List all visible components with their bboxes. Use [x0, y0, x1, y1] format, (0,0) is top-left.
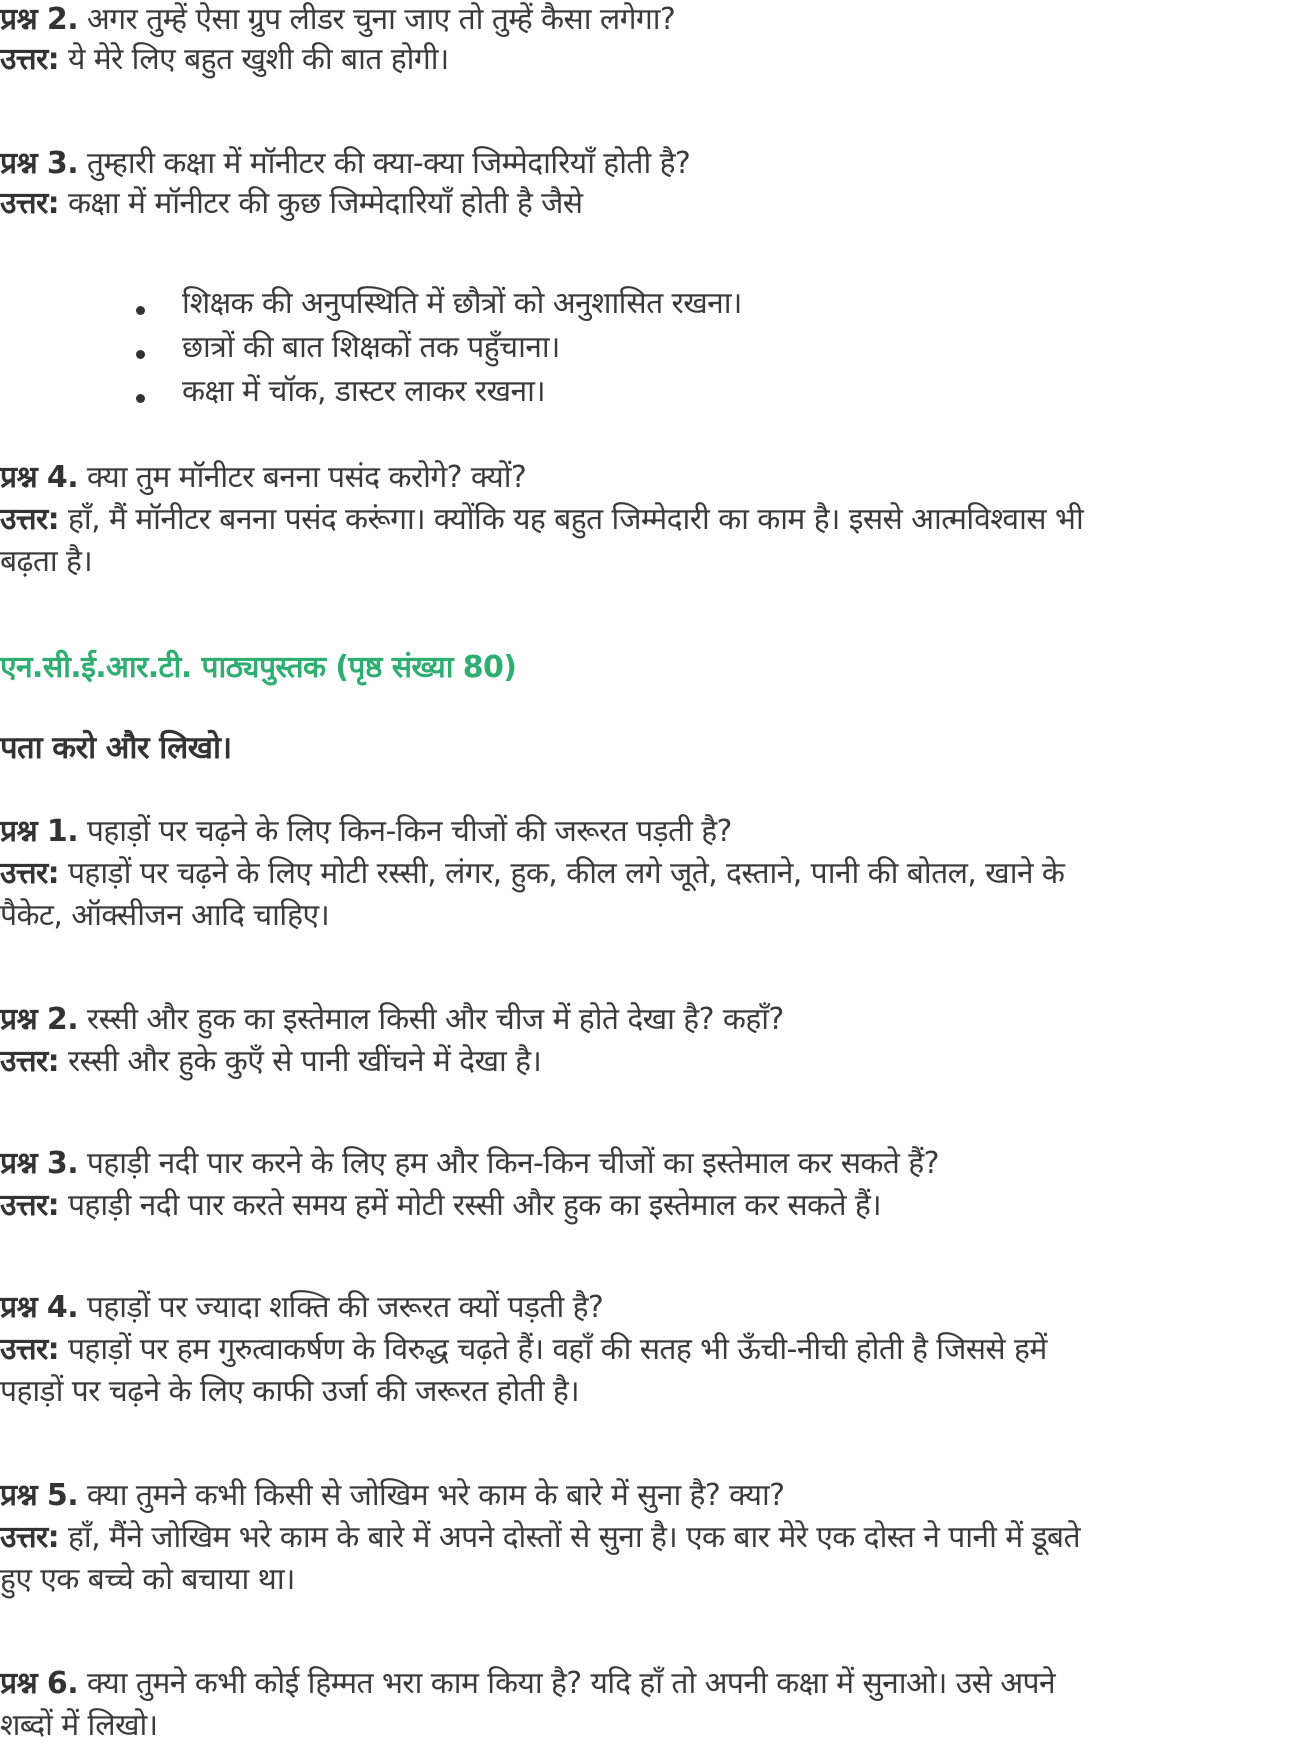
answer-label: उत्तर:: [0, 42, 60, 77]
answer-text: बढ़ता है।: [0, 544, 93, 579]
answer-text: पैकेट, ऑक्सीजन आदि चाहिए।: [0, 898, 330, 933]
question-text: क्या तुमने कभी किसी से जोखिम भरे काम के बारे में सुना है? क्या?: [78, 1478, 785, 1513]
question-1-climbing-items: [0, 810, 732, 854]
answer-2-rope-hook: [0, 1040, 541, 1084]
answer-4-more-strength: [0, 1328, 1047, 1372]
question-label: प्रश्न 4.: [0, 1290, 78, 1325]
answer-4-become-monitor: [0, 498, 1083, 542]
answer-text: पहाड़ों पर चढ़ने के लिए काफी उर्जा की जरूरत होती है।: [0, 1374, 579, 1409]
question-label: प्रश्न 4.: [0, 460, 78, 495]
question-text: तुम्हारी कक्षा में मॉनीटर की क्या-क्या जिम्मेदारियाँ होती है?: [78, 146, 691, 181]
question-3-river-crossing: [0, 1142, 939, 1186]
question-4-become-monitor: [0, 456, 526, 500]
bullet-text: कक्षा में चॉक, डास्टर लाकर रखना।: [182, 374, 546, 409]
question-6-brave-work: [0, 1662, 1055, 1706]
question-5-risky-work: [0, 1474, 785, 1518]
answer-label: उत्तर:: [0, 1044, 60, 1079]
sub-heading-find-and-write: पता करो और लिखो।: [0, 730, 232, 766]
answer-text: हाँ, मैंने जोखिम भरे काम के बारे में अपने दोस्तों से सुना है। एक बार मेरे एक दोस्त ने पानी में डूबते: [59, 1520, 1080, 1555]
question-text: रस्सी और हुक का इस्तेमाल किसी और चीज में होते देखा है? कहाँ?: [78, 1002, 784, 1037]
answer-3-river-crossing: [0, 1184, 881, 1228]
bullet-icon: [136, 394, 145, 403]
bullet-text: शिक्षक की अनुपस्थिति में छौत्रों को अनुशासित रखना।: [182, 286, 742, 321]
answer-text: ये मेरे लिए बहुत खुशी की बात होगी।: [59, 42, 449, 77]
question-text: क्या तुमने कभी कोई हिम्मत भरा काम किया है? यदि हाँ तो अपनी कक्षा में सुनाओ। उसे अपने: [78, 1666, 1056, 1701]
answer-text: हाँ, मैं मॉनीटर बनना पसंद करूंगा। क्योंकि यह बहुत जिम्मेदारी का काम है। इससे आत्मविश्वास भी: [59, 502, 1084, 537]
answer-text: रस्सी और हुके कुएँ से पानी खींचने में देखा है।: [59, 1044, 542, 1079]
question-label: प्रश्न 2.: [0, 1002, 78, 1037]
answer-5-continuation: [0, 1558, 295, 1602]
answer-text: पहाड़ी नदी पार करते समय हमें मोटी रस्सी और हुक का इस्तेमाल कर सकते हैं।: [59, 1188, 881, 1223]
question-3-monitor-duties: [0, 142, 690, 186]
question-text: पहाड़ों पर चढ़ने के लिए किन-किन चीजों की जरूरत पड़ती है?: [78, 814, 732, 849]
answer-label: उत्तर:: [0, 186, 60, 221]
answer-1-climbing-items: [0, 852, 1064, 896]
bullet-text: छात्रों की बात शिक्षकों तक पहुँचाना।: [182, 330, 560, 365]
answer-2-group-leader: [0, 38, 449, 82]
question-text: शब्दों में लिखो।: [0, 1708, 158, 1743]
answer-4-continuation: [0, 1370, 579, 1414]
question-text: पहाड़ी नदी पार करने के लिए हम और किन-किन चीजों का इस्तेमाल कर सकते हैं?: [78, 1146, 939, 1181]
answer-text: हुए एक बच्चे को बचाया था।: [0, 1562, 295, 1597]
answer-4-continuation: [0, 540, 92, 584]
question-2-group-leader: [0, 0, 675, 42]
answer-text: कक्षा में मॉनीटर की कुछ जिम्मेदारियाँ होती है जैसे: [59, 186, 583, 221]
question-label: प्रश्न 5.: [0, 1478, 78, 1513]
answer-text: पहाड़ों पर हम गुरुत्वाकर्षण के विरुद्ध चढ़ते हैं। वहाँ की सतह भी ऊँची-नीची होती है जिससे हमें: [59, 1332, 1047, 1367]
answer-label: उत्तर:: [0, 856, 60, 891]
question-text: पहाड़ों पर ज्यादा शक्ति की जरूरत क्यों पड़ती है?: [78, 1290, 604, 1325]
answer-text: पहाड़ों पर चढ़ने के लिए मोटी रस्सी, लंगर, हुक, कील लगे जूते, दस्ताने, पानी की बोतल, खाने के: [59, 856, 1065, 891]
question-label: प्रश्न 1.: [0, 814, 78, 849]
question-text: अगर तुम्हें ऐसा ग्रुप लीडर चुना जाए तो तुम्हें कैसा लगेगा?: [78, 2, 676, 37]
question-2-rope-hook: [0, 998, 784, 1042]
answer-label: उत्तर:: [0, 1332, 60, 1367]
question-label: प्रश्न 3.: [0, 1146, 78, 1181]
answer-label: उत्तर:: [0, 1520, 60, 1555]
question-text: क्या तुम मॉनीटर बनना पसंद करोगे? क्यों?: [78, 460, 527, 495]
section-heading-ncert: एन.सी.ई.आर.टी. पाठ्यपुस्तक (पृष्ठ संख्या 80): [0, 650, 517, 685]
answer-label: उत्तर:: [0, 1188, 60, 1223]
question-label: प्रश्न 3.: [0, 146, 78, 181]
answer-label: उत्तर:: [0, 502, 60, 537]
question-label: प्रश्न 6.: [0, 1666, 78, 1701]
question-4-more-strength: [0, 1286, 603, 1330]
bullet-icon: [136, 350, 145, 359]
answer-3-monitor-duties: [0, 182, 582, 226]
question-label: प्रश्न 2.: [0, 2, 78, 37]
answer-5-risky-work: [0, 1516, 1080, 1560]
answer-1-continuation: [0, 894, 329, 938]
bullet-icon: [136, 306, 145, 315]
question-6-continuation: [0, 1704, 158, 1748]
